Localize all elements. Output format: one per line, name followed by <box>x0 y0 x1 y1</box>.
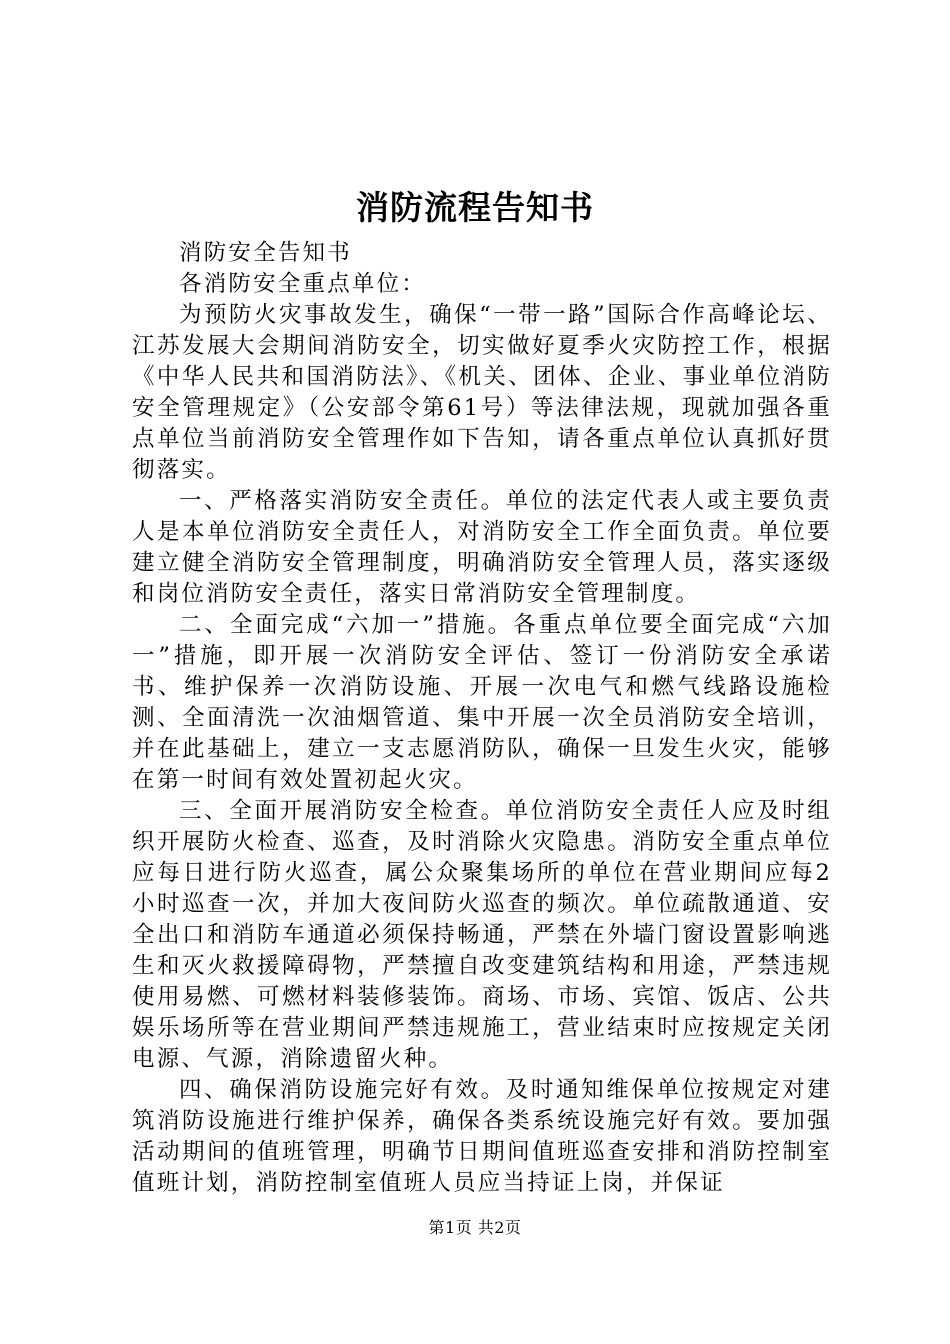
paragraph-section-2: 二、全面完成“六加一”措施。各重点单位要全面完成“六加一”措施，即开展一次消防安全评估、签订一份消防安全承诺书、维护保养一次消防设施、开展一次电气和燃气线路设施检测、全面清洗一次油烟管道、集中开展一次全员消防安全培训，并在此基础上，建立一支志愿消防队，确保一旦发生火灾，能够在第一时间有效处置初起火灾。 <box>132 612 832 793</box>
document-body <box>132 238 832 1199</box>
paragraph-intro: 为预防火灾事故发生，确保“一带一路”国际合作高峰论坛、江苏发展大会期间消防安全，切实做好夏季火灾防控工作，根据《中华人民共和国消防法》、《机关、团体、企业、事业单位消防安全管理规定》（公安部令第61号）等法律法规，现就加强各重点单位当前消防安全管理作如下告知，请各重点单位认真抓好贯彻落实。 <box>132 302 832 483</box>
paragraph-section-1: 一、严格落实消防安全责任。单位的法定代表人或主要负责人是本单位消防安全责任人，对消防安全工作全面负责。单位要建立健全消防安全管理制度，明确消防安全管理人员，落实逐级和岗位消防安全责任，落实日常消防安全管理制度。 <box>132 488 832 607</box>
paragraph-salutation: 各消防安全重点单位： <box>179 271 427 297</box>
document-title: 消防流程告知书 <box>356 188 594 227</box>
paragraph-section-4: 四、确保消防设施完好有效。及时通知维保单位按规定对建筑消防设施进行维护保养，确保各类系统设施完好有效。要加强活动期间的值班管理，明确节日期间值班巡查安排和消防控制室值班计划，消防控制室值班人员应当持证上岗，并保证 <box>132 1077 832 1196</box>
paragraph-notice-heading: 消防安全告知书 <box>179 240 352 266</box>
paragraph-section-3: 三、全面开展消防安全检查。单位消防安全责任人应及时组织开展防火检查、巡查，及时消除火灾隐患。消防安全重点单位应每日进行防火巡查，属公众聚集场所的单位在营业期间应每2小时巡查一次，并加大夜间防火巡查的频次。单位疏散通道、安全出口和消防车通道必须保持畅通，严禁在外墙门窗设置影响逃生和灭火救援障碍物，严禁擅自改变建筑结构和用途，严禁违规使用易燃、可燃材料装修装饰。商场、市场、宾馆、饭店、公共娱乐场所等在营业期间严禁违规施工，营业结束时应按规定关闭电源、气源，消除遗留火种。 <box>132 798 832 1072</box>
page-number-footer: 第1页 共2页 <box>428 1218 522 1237</box>
